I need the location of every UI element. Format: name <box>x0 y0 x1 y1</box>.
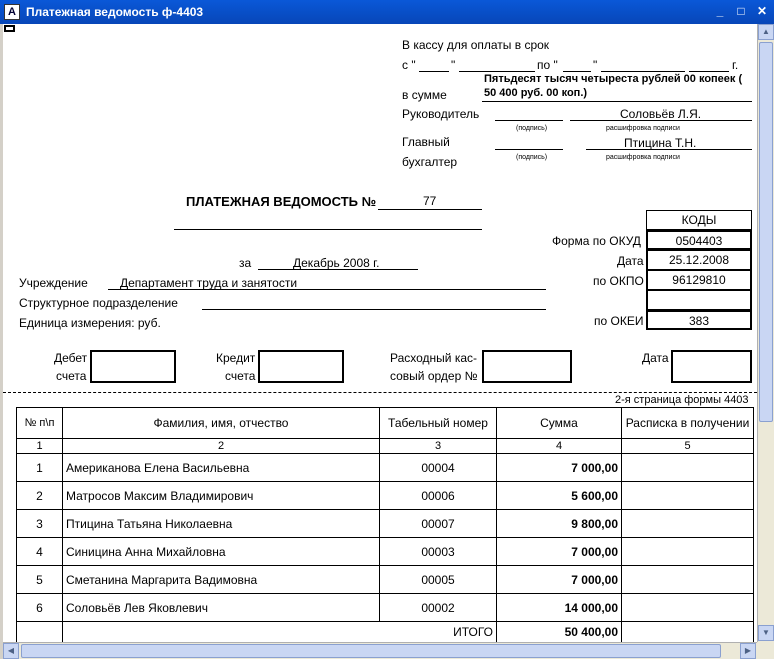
debit-account-box <box>90 350 176 383</box>
credit-account-box <box>258 350 344 383</box>
okud-label: Форма по ОКУД <box>552 234 641 248</box>
unit-label: Единица измерения: руб. <box>19 316 161 330</box>
date-value: 25.12.2008 <box>646 250 752 270</box>
scroll-up-icon[interactable]: ▲ <box>758 24 774 40</box>
table-row[interactable]: 2 Матросов Максим Владимирович 00006 5 600,00 <box>17 482 754 510</box>
total-value: 50 400,00 <box>497 622 622 643</box>
table-row[interactable]: 6 Соловьёв Лев Яковлевич 00002 14 000,00 <box>17 594 754 622</box>
vertical-scrollbar[interactable] <box>757 24 774 642</box>
sum-words: Пятьдесят тысяч четыреста рублей 00 копеек ( <box>484 73 743 85</box>
corner-marker-icon <box>4 25 15 32</box>
chief-label-2: бухгалтер <box>402 155 458 169</box>
receipt-cell <box>622 594 754 622</box>
vertical-scroll-thumb[interactable] <box>759 42 773 422</box>
period-label: за <box>239 256 252 270</box>
horizontal-scroll-thumb[interactable] <box>21 644 721 658</box>
header-tab: Табельный номер <box>380 408 497 439</box>
payroll-table <box>16 407 754 642</box>
horizontal-scrollbar[interactable] <box>3 642 757 659</box>
manager-name: Соловьёв Л.Я. <box>620 107 702 121</box>
manager-label: Руководитель <box>402 107 480 121</box>
statement-title: ПЛАТЕЖНАЯ ВЕДОМОСТЬ № <box>186 194 377 209</box>
document-area: В кассу для оплаты в срок с " " по " " г. в сумме Пятьдесят тысяч четыреста рублей 00 копеек ( 50 400 руб. 00 коп.) Руководитель Соловьёв Л.Я. (подпись) расшифровка подписи Главный бухгалтер Птицина Т.Н. (подпись) расшифровка подписи ПЛАТЕЖНАЯ ВЕДОМОСТЬ № 77 КОДЫ 0504403 25.12.2008 96129810 383 Форма по ОКУД Дата по ОКПО по ОКЕИ за Декабрь 2008 г. Учреждение Департамент труда и занятости Структурное подразделение Единица измерения: руб. Дебет счета Кредит счета Расходный кас- совый ордер № Дата 2-я страница формы 4403 № п\п Фамилия, имя, отчество Табельный номер Сумма Расписка в получении 1 2 3 4 5 1 Американова Елена Васильевна 00004 7 000,00 2 Матросов Максим Владимирович 00006 5 600,00 3 Птицина Татьяна Николаевна 00007 9 800,00 4 Синицина Анна Михайловна 00003 7 000,00 5 Сметанина Маргарита Вадимовна 00005 7 000,00 6 Соловьёв Лев Яковлевич 00002 14 000,00 ИТОГО 50 400,00 <box>3 24 757 642</box>
column-number-row: 1 2 3 4 5 <box>17 439 754 454</box>
statement-number: 77 <box>423 194 437 208</box>
okud-value: 0504403 <box>646 230 752 250</box>
scroll-down-icon[interactable]: ▼ <box>758 625 774 641</box>
header-receipt: Расписка в получении <box>622 408 754 439</box>
receipt-cell <box>622 454 754 482</box>
cash-order-box <box>482 350 572 383</box>
sum-digits: 50 400 руб. 00 коп.) <box>484 87 588 99</box>
receipt-cell <box>622 482 754 510</box>
header-num: № п\п <box>17 408 63 439</box>
scroll-left-icon[interactable]: ◀ <box>3 643 19 659</box>
subdivision-label: Структурное подразделение <box>19 296 178 310</box>
scrollbar-corner <box>757 642 774 659</box>
cashier-text: В кассу для оплаты в срок <box>402 38 550 52</box>
chief-label-1: Главный <box>402 135 450 149</box>
page-note: 2-я страница формы 4403 <box>615 394 749 406</box>
total-label: ИТОГО <box>380 622 497 643</box>
total-row <box>17 622 754 643</box>
institution-label: Учреждение <box>19 276 88 290</box>
table-row[interactable]: 5 Сметанина Маргарита Вадимовна 00005 7 000,00 <box>17 566 754 594</box>
header-name: Фамилия, имя, отчество <box>63 408 380 439</box>
from-label: с " <box>402 58 416 72</box>
table-row[interactable]: 4 Синицина Анна Михайловна 00003 7 000,00 <box>17 538 754 566</box>
header-sum: Сумма <box>497 408 622 439</box>
okei-value: 383 <box>646 310 752 330</box>
scroll-right-icon[interactable]: ▶ <box>740 643 756 659</box>
title-bar <box>0 0 774 24</box>
order-date-box <box>671 350 752 383</box>
receipt-cell <box>622 510 754 538</box>
to-label: по " <box>537 58 558 72</box>
period-value: Декабрь 2008 г. <box>293 256 380 270</box>
date-label: Дата <box>617 254 644 268</box>
page-break-line <box>3 392 757 393</box>
app-icon: A <box>4 4 20 20</box>
empty-code-cell <box>646 290 752 310</box>
okpo-label: по ОКПО <box>593 274 644 288</box>
receipt-cell <box>622 566 754 594</box>
okpo-value: 96129810 <box>646 270 752 290</box>
table-row[interactable]: 3 Птицина Татьяна Николаевна 00007 9 800,00 <box>17 510 754 538</box>
table-header-row <box>17 408 754 439</box>
window-title: Платежная ведомость ф-4403 <box>26 5 204 19</box>
maximize-button[interactable]: □ <box>737 4 745 18</box>
close-button[interactable]: ✕ <box>756 4 768 18</box>
codes-header: КОДЫ <box>646 210 752 230</box>
receipt-cell <box>622 538 754 566</box>
minimize-button[interactable]: _ <box>716 4 724 18</box>
table-row[interactable]: 1 Американова Елена Васильевна 00004 7 000,00 <box>17 454 754 482</box>
sum-label: в сумме <box>402 88 447 102</box>
chief-name: Птицина Т.Н. <box>624 136 697 150</box>
okei-label: по ОКЕИ <box>594 314 644 328</box>
institution-value: Департамент труда и занятости <box>120 276 298 290</box>
